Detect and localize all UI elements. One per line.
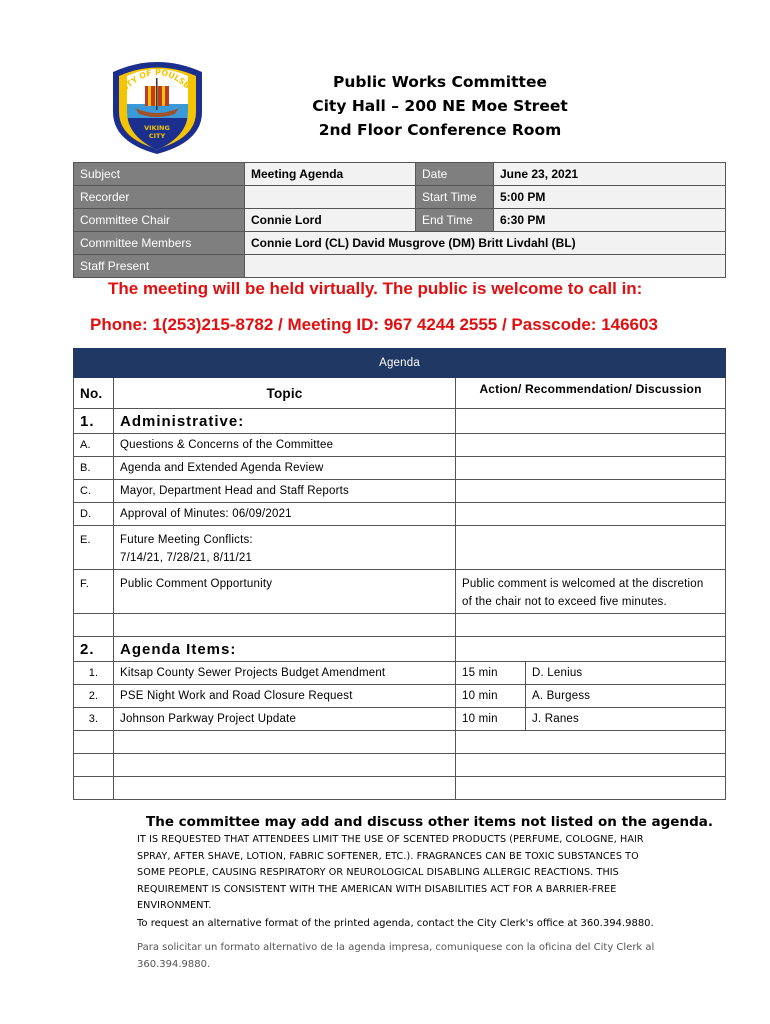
subject-label: Subject bbox=[74, 163, 245, 186]
table-row-empty bbox=[74, 754, 726, 777]
section-number: 1. bbox=[74, 409, 114, 434]
item-number: C. bbox=[74, 480, 114, 503]
item-number: 2. bbox=[74, 685, 114, 708]
agenda-title: Agenda bbox=[74, 349, 726, 378]
scent-request-line: ENVIRONMENT. bbox=[137, 900, 212, 911]
table-row bbox=[74, 457, 726, 480]
header-address: City Hall – 200 NE Moe Street bbox=[312, 97, 568, 115]
item-presenter: D. Lenius bbox=[526, 662, 726, 685]
call-in-details: Phone: 1(253)215-8782 / Meeting ID: 967 4244 2555 / Passcode: 146603 bbox=[90, 315, 658, 334]
info-row-recorder bbox=[74, 186, 726, 209]
scent-request-text bbox=[137, 832, 677, 915]
members-label: Committee Members bbox=[74, 232, 245, 255]
virtual-meeting-notice: The meeting will be held virtually. The public is welcome to call in: bbox=[108, 279, 643, 298]
info-row-subject bbox=[74, 163, 726, 186]
scent-request-line: SOME PEOPLE, CAUSING RESPIRATORY OR NEUROLOGICAL DISABLING ALLERGIC REACTIONS. THIS bbox=[137, 867, 619, 878]
end-time-value: 6:30 PM bbox=[494, 209, 726, 232]
city-of-poulsbo-logo bbox=[105, 60, 210, 155]
logo-bottom-text-2: CITY bbox=[148, 132, 166, 140]
date-value: June 23, 2021 bbox=[494, 163, 726, 186]
table-row bbox=[74, 685, 726, 708]
section-number: 2. bbox=[74, 637, 114, 662]
agenda-table bbox=[73, 348, 726, 800]
recorder-value bbox=[245, 186, 416, 209]
alternative-format-text: To request an alternative format of the printed agenda, contact the City Clerk's office at 360.394.9880. bbox=[137, 918, 654, 929]
table-row bbox=[74, 434, 726, 457]
end-time-label: End Time bbox=[416, 209, 494, 232]
item-time: 15 min bbox=[456, 662, 526, 685]
section-administrative bbox=[74, 409, 726, 434]
item-topic: PSE Night Work and Road Closure Request bbox=[114, 685, 456, 708]
section-title: Agenda Items: bbox=[114, 637, 456, 662]
item-presenter: A. Burgess bbox=[526, 685, 726, 708]
agenda-column-headers bbox=[74, 378, 726, 409]
scent-request-line: IT IS REQUESTED THAT ATTENDEES LIMIT THE USE OF SCENTED PRODUCTS (PERFUME, COLOGNE, HAIR bbox=[137, 834, 644, 845]
item-number: D. bbox=[74, 503, 114, 526]
item-topic: Public Comment Opportunity bbox=[114, 570, 456, 614]
scent-request-line: SPRAY, AFTER SHAVE, LOTION, FABRIC SOFTENER, ETC.). FRAGRANCES CAN BE TOXIC SUBSTANCES TO bbox=[137, 850, 639, 862]
staff-value bbox=[245, 255, 726, 278]
col-action: Action/ Recommendation/ Discussion bbox=[456, 378, 726, 409]
start-time-value: 5:00 PM bbox=[494, 186, 726, 209]
members-value: Connie Lord (CL) David Musgrove (DM) Britt Livdahl (BL) bbox=[245, 232, 726, 255]
item-number: 1. bbox=[74, 662, 114, 685]
item-topic: Agenda and Extended Agenda Review bbox=[114, 457, 456, 480]
start-time-label: Start Time bbox=[416, 186, 494, 209]
item-topic: Johnson Parkway Project Update bbox=[114, 708, 456, 731]
table-row bbox=[74, 708, 726, 731]
info-row-chair bbox=[74, 209, 726, 232]
spanish-format-line: 360.394.9880. bbox=[137, 958, 211, 970]
chair-label: Committee Chair bbox=[74, 209, 245, 232]
item-topic: Future Meeting Conflicts: bbox=[120, 534, 253, 546]
item-topic: Approval of Minutes: 06/09/2021 bbox=[114, 503, 456, 526]
item-time: 10 min bbox=[456, 685, 526, 708]
section-title: Administrative: bbox=[114, 409, 456, 434]
logo-bottom-text-1: VIKING bbox=[144, 124, 170, 132]
agenda-header-row bbox=[74, 349, 726, 378]
item-action-detail: of the chair not to exceed five minutes. bbox=[462, 596, 667, 608]
table-row-empty bbox=[74, 777, 726, 800]
staff-label: Staff Present bbox=[74, 255, 245, 278]
table-row bbox=[74, 503, 726, 526]
scent-request-line: REQUIREMENT IS CONSISTENT WITH THE AMERICAN WITH DISABILITIES ACT FOR A BARRIER-FREE bbox=[137, 883, 617, 895]
item-action: Public comment is welcomed at the discretion bbox=[462, 578, 704, 590]
table-row bbox=[74, 570, 726, 614]
recorder-label: Recorder bbox=[74, 186, 245, 209]
item-number: A. bbox=[74, 434, 114, 457]
col-topic: Topic bbox=[114, 378, 456, 409]
section-agenda-items bbox=[74, 637, 726, 662]
table-row bbox=[74, 662, 726, 685]
meeting-info-table bbox=[73, 162, 726, 278]
item-time: 10 min bbox=[456, 708, 526, 731]
table-row bbox=[74, 526, 726, 570]
date-label: Date bbox=[416, 163, 494, 186]
item-number: B. bbox=[74, 457, 114, 480]
item-presenter: J. Ranes bbox=[526, 708, 726, 731]
item-number: 3. bbox=[74, 708, 114, 731]
footer-notice: The committee may add and discuss other items not listed on the agenda. bbox=[146, 814, 713, 830]
info-row-staff bbox=[74, 255, 726, 278]
header-room: 2nd Floor Conference Room bbox=[318, 121, 562, 139]
header-title: Public Works Committee bbox=[333, 73, 547, 91]
chair-value: Connie Lord bbox=[245, 209, 416, 232]
item-topic: Questions & Concerns of the Committee bbox=[114, 434, 456, 457]
item-topic-detail: 7/14/21, 7/28/21, 8/11/21 bbox=[120, 552, 253, 564]
logo-top-text: CITY OF POULSBO bbox=[118, 67, 197, 96]
table-row bbox=[74, 480, 726, 503]
info-row-members bbox=[74, 232, 726, 255]
spanish-format-line: Para solicitar un formato alternativo de la agenda impresa, comuniquese con la oficina del City Clerk al bbox=[137, 942, 655, 953]
item-number: F. bbox=[74, 570, 114, 614]
table-row-empty bbox=[74, 614, 726, 637]
subject-value: Meeting Agenda bbox=[245, 163, 416, 186]
item-topic: Mayor, Department Head and Staff Reports bbox=[114, 480, 456, 503]
item-number: E. bbox=[74, 526, 114, 570]
item-topic: Kitsap County Sewer Projects Budget Amendment bbox=[114, 662, 456, 685]
col-no: No. bbox=[74, 378, 114, 409]
spanish-format-text bbox=[137, 940, 677, 973]
table-row-empty bbox=[74, 731, 726, 754]
